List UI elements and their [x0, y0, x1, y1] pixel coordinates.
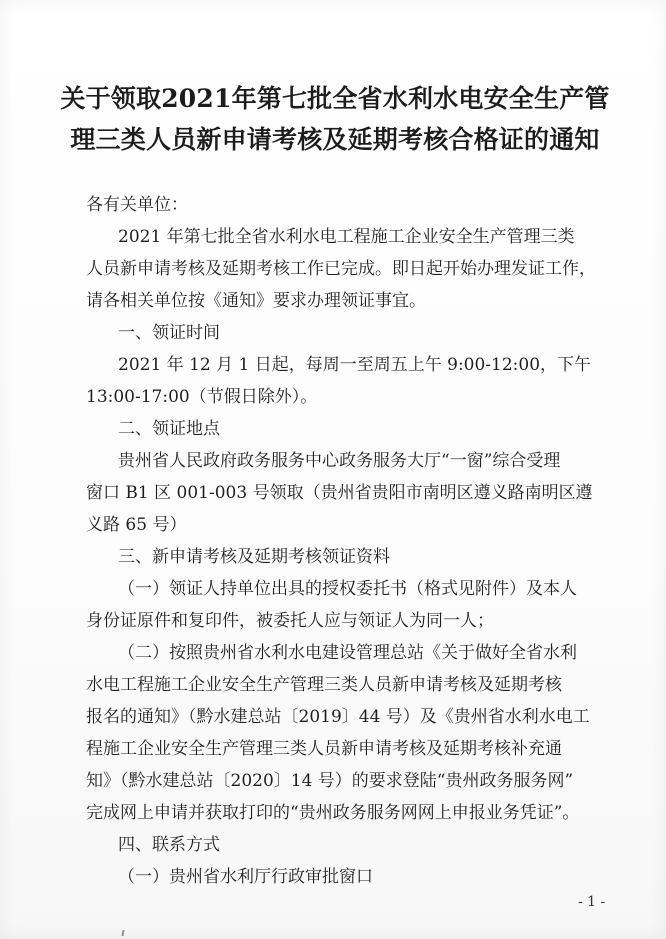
section3-item2-line: 程施工企业安全生产管理三类人员新申请考核及延期考核补充通 [86, 739, 562, 759]
section3-heading: 三、新申请考核及延期考核领证资料 [118, 547, 390, 567]
section4-sub1: （一）贵州省水利厅行政审批窗口 [118, 867, 373, 887]
section3-item1-line: （一）领证人持单位出具的授权委托书（格式见附件）及本人 [118, 579, 577, 599]
document-title-line1: 关于领取2021年第七批全省水利水电安全生产管 [60, 84, 610, 113]
document-title-line2: 理三类人员新申请考核及延期考核合格证的通知 [70, 125, 600, 154]
salutation: 各有关单位： [86, 195, 188, 215]
section2-line: 窗口 B1 区 001-003 号领取（贵州省贵阳市南明区遵义路南明区遵 [86, 483, 593, 503]
intro-line: 人员新申请考核及延期考核工作已完成。即日起开始办理发证工作， [86, 259, 596, 279]
section1-line: 13:00-17:00（节假日除外）。 [86, 387, 318, 407]
section2-line: 义路 65 号） [86, 515, 187, 535]
section4-heading: 四、联系方式 [118, 835, 220, 855]
section1-line: 2021 年 12 月 1 日起，每周一至周五上午 9:00-12:00，下午 [118, 355, 592, 375]
section3-item2-line: （二）按照贵州省水利水电建设管理总站《关于做好全省水利 [118, 643, 577, 663]
section2-line: 贵州省人民政府政务服务中心政务服务大厅“一窗”综合受理 [118, 451, 561, 471]
section3-item2-line: 完成网上申请并获取打印的“贵州政务服务网网上申报业务凭证”。 [86, 803, 580, 823]
intro-line: 请各相关单位按《通知》要求办理领证事宜。 [86, 291, 426, 311]
section3-item2-line: 知》（黔水建总站〔2020〕14 号）的要求登陆“贵州政务服务网” [86, 771, 574, 791]
section3-item2-line: 水电工程施工企业安全生产管理三类人员新申请考核及延期考核 [86, 675, 562, 695]
section3-item2-line: 报名的通知》（黔水建总站〔2019〕44 号）及《贵州省水利水电工 [86, 707, 590, 727]
intro-line: 2021 年第七批全省水利水电工程施工企业安全生产管理三类 [118, 227, 575, 247]
section3-item1-line: 身份证原件和复印件，被委托人应与领证人为同一人； [86, 611, 494, 631]
scan-speck [121, 930, 124, 936]
section2-heading: 二、领证地点 [118, 419, 220, 439]
section1-heading: 一、领证时间 [118, 323, 220, 343]
page-number: - 1 - [578, 894, 606, 910]
